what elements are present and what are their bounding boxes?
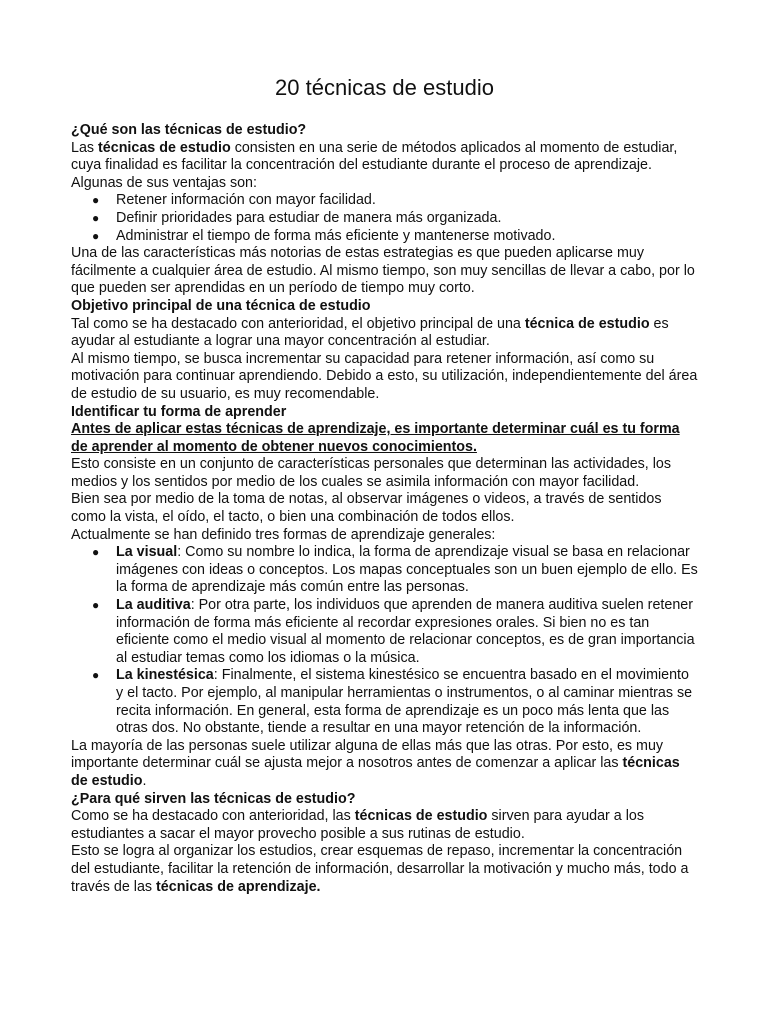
- list-ventajas: [71, 192, 698, 245]
- text-run: sirven para ayudar a los estudiantes a sacar el mayor provecho posible a sus rutinas de estudio.: [71, 808, 644, 842]
- paragraph-sirven: [71, 808, 698, 843]
- list-formas-aprendizaje: [71, 544, 698, 738]
- list-item-text: : Finalmente, el sistema kinestésico se encuentra basado en el movimiento y el tacto. Por ejemplo, al manipular herramientas o instrumentos, o al caminar mientras se recita información. En general, esta forma de aprendizaje es un poco más lenta que las otras dos. No obstante, tiende a resultar en una mayor retención de la información.: [116, 667, 693, 737]
- bullet-icon: ●: [92, 598, 100, 613]
- underlined-intro: Antes de aplicar estas técnicas de aprendizaje, es importante determinar cuál es tu forma de aprender al momento de obtener nuevos conocimientos.: [71, 421, 680, 455]
- bold-term: técnicas de estudio: [71, 755, 680, 789]
- text-run: Como se ha destacado con anterioridad, las: [71, 808, 355, 825]
- list-item-text: Administrar el tiempo de forma más eficiente y mantenerse motivado.: [116, 227, 556, 244]
- text-run: Esto se logra al organizar los estudios, crear esquemas de repaso, incrementar la concentración del estudiante, facilitar la retención de información, desarrollar la motivación y mucho más, todo a través de las: [71, 843, 689, 895]
- document-title: 20 técnicas de estudio: [275, 75, 494, 100]
- document-body: [71, 122, 698, 896]
- bold-term: técnicas de estudio: [98, 139, 231, 156]
- paragraph-organizar: [71, 843, 698, 896]
- heading-que-son: ¿Qué son las técnicas de estudio?: [71, 122, 307, 138]
- bold-term: técnicas de aprendizaje.: [156, 878, 321, 895]
- text-run: consisten en una serie de métodos aplicados al momento de estudiar, cuya finalidad es facilitar la concentración del estudiante durante el proceso de aprendizaje.: [71, 139, 678, 174]
- list-item: [92, 209, 698, 228]
- heading-identificar: Identificar tu forma de aprender: [71, 403, 287, 420]
- list-item: [92, 667, 698, 737]
- paragraph-mayoria: [71, 738, 698, 791]
- list-item: [92, 597, 698, 667]
- text-run: es ayudar al estudiante a lograr una mayor concentración al estudiar.: [71, 315, 669, 350]
- list-item: [92, 544, 698, 597]
- list-item-text: : Por otra parte, los individuos que aprenden de manera auditiva suelen retener información de forma más eficiente al recordar expresiones orales. Si bien no es tan eficiente como el medio visual al momento de relacionar conceptos, es de gran importancia al estudiar temas como los idiomas o la música.: [116, 597, 695, 666]
- paragraph-objetivo: [71, 316, 698, 351]
- list-item: [92, 192, 698, 210]
- paragraph-tres-formas: Actualmente se han definido tres formas de aprendizaje generales:: [71, 526, 496, 543]
- bold-term: técnica de estudio: [524, 315, 650, 332]
- list-item: [92, 227, 698, 246]
- bold-term: La auditiva: [116, 597, 191, 614]
- bullet-icon: ●: [92, 545, 100, 560]
- bullet-icon: ●: [92, 210, 100, 225]
- list-item-text: Definir prioridades para estudiar de manera más organizada.: [116, 209, 502, 226]
- paragraph-conjunto: Esto consiste en un conjunto de características personales que determinan las actividades, los medios y los sentidos por medio de los cuales se asimila información con mayor facilidad.: [71, 456, 672, 490]
- paragraph-caracteristicas: Una de las características más notorias de estas estrategias es que pueden aplicarse muy fácilmente a cualquier área de estudio. Al mismo tiempo, son muy sencillas de llevar a cabo, por lo que pueden ser aprendidas en un período de tiempo muy corto.: [71, 245, 695, 297]
- bold-term: La kinestésica: [116, 667, 214, 684]
- list-item-text: : Como su nombre lo indica, la forma de aprendizaje visual se basa en relacionar imágenes con ideas o conceptos. Los mapas conceptuales son un buen ejemplo de ello. Es la forma de aprendizaje más común entre las personas.: [116, 544, 698, 596]
- text-run: La mayoría de las personas suele utilizar alguna de ellas más que las otras. Por esto, es muy importante determinar cuál se ajusta mejor a nosotros antes de comenzar a aplicar las: [71, 737, 664, 772]
- text-run: Las: [71, 139, 99, 156]
- paragraph-capacidad: Al mismo tiempo, se busca incrementar su capacidad para retener información, así como su motivación para continuar aprendiendo. Debido a esto, su utilización, independientemente del área de estudio de su usuario, es muy recomendable.: [71, 350, 698, 402]
- bold-term: La visual: [116, 544, 178, 561]
- heading-para-que: ¿Para qué sirven las técnicas de estudio?: [71, 790, 356, 807]
- bold-term: técnicas de estudio: [354, 808, 488, 825]
- list-item-text: Retener información con mayor facilidad.: [116, 192, 376, 209]
- paragraph-notas: Bien sea por medio de la toma de notas, al observar imágenes o videos, a través de sentidos como la vista, el oído, el tacto, o bien una combinación de todos ellos.: [71, 491, 662, 526]
- paragraph-definicion: [71, 140, 698, 175]
- paragraph-ventajas: Algunas de sus ventajas son:: [71, 174, 257, 191]
- heading-objetivo: Objetivo principal de una técnica de estudio: [71, 297, 371, 314]
- bullet-icon: ●: [92, 193, 100, 208]
- bullet-icon: ●: [92, 228, 100, 243]
- bullet-icon: ●: [92, 668, 100, 683]
- text-run: Tal como se ha destacado con anterioridad, el objetivo principal de una: [71, 315, 525, 332]
- text-run: .: [142, 772, 147, 789]
